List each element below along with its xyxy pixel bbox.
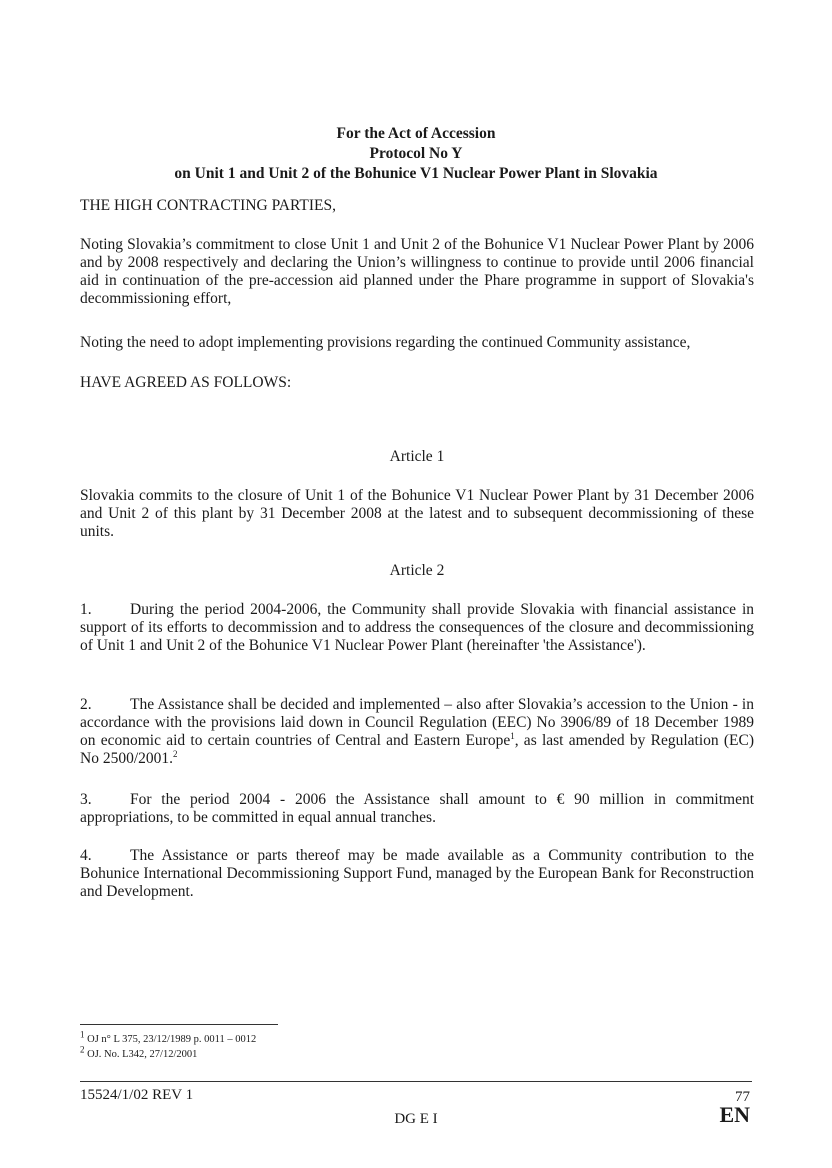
- footnote-1: [80, 1029, 257, 1047]
- article-2-paragraph-4: [80, 847, 754, 901]
- footnote-text: OJ. No. L342, 27/12/2001: [87, 1049, 198, 1060]
- protocol-heading: [80, 124, 752, 184]
- heading-line-3: on Unit 1 and Unit 2 of the Bohunice V1 Nuclear Power Plant in Slovakia: [174, 165, 658, 182]
- footnote-mark: 1: [80, 1029, 85, 1040]
- footnote-text: OJ n° L 375, 23/12/1989 p. 0011 – 0012: [87, 1034, 257, 1045]
- article-2-title: Article 2: [389, 562, 445, 579]
- footnote-ref-2: 2: [173, 748, 178, 759]
- paragraph-number: 3.: [80, 791, 92, 808]
- footnote-ref-1: 1: [510, 730, 515, 741]
- paragraph-text: The Assistance shall be decided and implemented – also after Slovakia’s accession to the Union - in accordance with the provisions laid down in Council Regulation (EEC) No 3906/89 of 18 December 1989 on economic aid to certain countries of Central and Eastern Europe: [80, 696, 754, 749]
- parties-line: THE HIGH CONTRACTING PARTIES,: [80, 197, 336, 214]
- agreed-line: HAVE AGREED AS FOLLOWS:: [80, 374, 292, 391]
- article-2-paragraph-1: [80, 601, 754, 655]
- heading-line-1: For the Act of Accession: [336, 125, 496, 142]
- paragraph-number: 2.: [80, 696, 92, 713]
- article-1-title: Article 1: [389, 448, 445, 465]
- noting-paragraph-1: Noting Slovakia’s commitment to close Unit 1 and Unit 2 of the Bohunice V1 Nuclear Power Plant by 2006 and by 2008 respectively and declaring the Union’s willingness to continue to provide until 2006 financial aid in continuation of the pre-accession aid planned under the Phare programme in support of Slovakia's decommissioning effort,: [80, 236, 754, 307]
- paragraph-number: 1.: [80, 601, 92, 618]
- footer-page-number: 77: [735, 1089, 750, 1105]
- paragraph-text: The Assistance or parts thereof may be made available as a Community contribution to the Bohunice International Decommissioning Support Fund, managed by the European Bank for Reconstruction and Development.: [80, 847, 754, 900]
- footer-rule: [80, 1081, 752, 1082]
- paragraph-text-cont: , as last amended by Regulation (EC) No 2500/2001.: [80, 732, 755, 767]
- footer-language-code: EN: [719, 1102, 750, 1127]
- footer-directorate: DG E I: [394, 1111, 438, 1127]
- noting-paragraph-2: Noting the need to adopt implementing provisions regarding the continued Community assistance,: [80, 334, 691, 351]
- footer-document-reference: 15524/1/02 REV 1: [80, 1087, 194, 1103]
- footnote-2: [80, 1044, 198, 1062]
- footnote-mark: 2: [80, 1044, 85, 1055]
- article-1-text: Slovakia commits to the closure of Unit 1 of the Bohunice V1 Nuclear Power Plant by 31 December 2006 and Unit 2 of this plant by 31 December 2008 at the latest and to subsequent decommissioning of these units.: [80, 487, 754, 540]
- footnote-separator: [80, 1024, 278, 1025]
- paragraph-number: 4.: [80, 847, 92, 864]
- article-2-paragraph-2: [80, 696, 754, 768]
- paragraph-text: For the period 2004 - 2006 the Assistance shall amount to € 90 million in commitment appropriations, to be committed in equal annual tranches.: [80, 791, 754, 826]
- heading-line-2: Protocol No Y: [369, 145, 463, 162]
- paragraph-text: During the period 2004-2006, the Community shall provide Slovakia with financial assistance in support of its efforts to decommission and to address the consequences of the closure and decommissioning of Unit 1 and Unit 2 of the Bohunice V1 Nuclear Power Plant (hereinafter 'the Assistance').: [80, 601, 754, 654]
- article-2-paragraph-3: [80, 791, 754, 827]
